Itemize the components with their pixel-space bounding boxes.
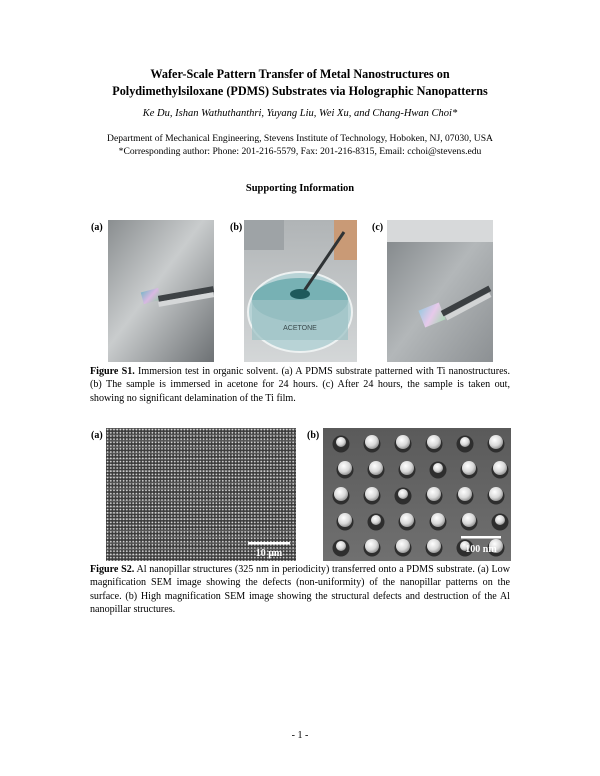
sem-pillar bbox=[460, 437, 470, 447]
figure-s1-caption-label: Figure S1. bbox=[90, 366, 135, 377]
affiliation: Department of Mechanical Engineering, Stevens Institute of Technology, Hoboken, NJ, 07030, USA bbox=[107, 133, 493, 144]
title-line-2: Polydimethylsiloxane (PDMS) Substrates via Holographic Nanopatterns bbox=[112, 84, 488, 98]
sem-pillar bbox=[365, 539, 379, 553]
figure-s1-label-b: (b) bbox=[230, 222, 243, 233]
affiliation-block bbox=[40, 132, 560, 158]
sem-pillar bbox=[462, 513, 476, 527]
figure-s1c-photo bbox=[387, 220, 493, 362]
sem-pillar bbox=[365, 435, 379, 449]
beaker-label: ACETONE bbox=[283, 325, 317, 332]
figure-s1-label-a: (a) bbox=[91, 222, 103, 233]
scale-bar-a: 10 μm bbox=[255, 548, 283, 559]
sem-pillar bbox=[433, 463, 443, 473]
sem-pillar bbox=[427, 539, 441, 553]
sem-pillar bbox=[462, 461, 476, 475]
sem-pillar bbox=[338, 461, 352, 475]
sem-pillar bbox=[400, 461, 414, 475]
sem-pillar bbox=[431, 513, 445, 527]
sem-pillar bbox=[336, 437, 346, 447]
authors: Ke Du, Ishan Wathuthanthri, Yuyang Liu, Wei Xu, and Chang-Hwan Choi* bbox=[142, 108, 458, 119]
figure-s1a-photo bbox=[108, 220, 214, 362]
page-number: - 1 - bbox=[291, 730, 309, 741]
sem-pillar bbox=[336, 541, 346, 551]
section-heading: Supporting Information bbox=[245, 183, 355, 194]
sem-pillar bbox=[398, 489, 408, 499]
sem-pillar bbox=[458, 487, 472, 501]
figure-s2-caption-label: Figure S2. bbox=[90, 564, 135, 575]
sem-pillar bbox=[338, 513, 352, 527]
figure-s2-label-b: (b) bbox=[307, 430, 320, 441]
figure-s1-caption bbox=[90, 365, 510, 405]
sem-pillar bbox=[369, 461, 383, 475]
figure-s2a-sem-image bbox=[106, 428, 296, 561]
sem-pillar bbox=[427, 435, 441, 449]
sem-pillar bbox=[427, 487, 441, 501]
sem-pillar bbox=[365, 487, 379, 501]
sem-pillar bbox=[334, 487, 348, 501]
sem-pillar bbox=[371, 515, 381, 525]
sem-pillar bbox=[489, 435, 503, 449]
sem-pillar bbox=[493, 461, 507, 475]
figure-s2-caption bbox=[90, 563, 510, 617]
paper-title bbox=[40, 66, 560, 100]
title-line-1: Wafer-Scale Pattern Transfer of Metal Nanostructures on bbox=[150, 67, 450, 81]
sem-pillar bbox=[396, 539, 410, 553]
figure-s2-label-a: (a) bbox=[91, 430, 103, 441]
scale-bar-b: 100 nm bbox=[465, 544, 497, 555]
sem-pillar bbox=[400, 513, 414, 527]
figure-s1-label-c: (c) bbox=[372, 222, 384, 233]
corresponding-author: *Corresponding author: Phone: 201-216-5579, Fax: 201-216-8315, Email: cchoi@stevens.edu bbox=[118, 146, 482, 157]
sem-pillar bbox=[489, 487, 503, 501]
figure-s2b-sem-image bbox=[323, 428, 511, 561]
sem-pillar bbox=[495, 515, 505, 525]
figure-s1b-photo bbox=[244, 220, 357, 362]
sem-pillar bbox=[396, 435, 410, 449]
figure-s1-caption-text: Immersion test in organic solvent. (a) A PDMS substrate patterned with Ti nanostructures. (b) The sample is immersed in acetone for 24 hours. (c) After 24 hours, the sample is taken out, showing no significant delamination of the Ti film. bbox=[90, 366, 510, 404]
figure-s2-caption-text: Al nanopillar structures (325 nm in periodicity) transferred onto a PDMS substrate. (a) Low magnification SEM image showing the defects (non-uniformity) of the nanopillar patterns on the surface. (b) High magnification SEM image showing the structural defects and destruction of the Al nanopillar structures. bbox=[90, 564, 510, 616]
